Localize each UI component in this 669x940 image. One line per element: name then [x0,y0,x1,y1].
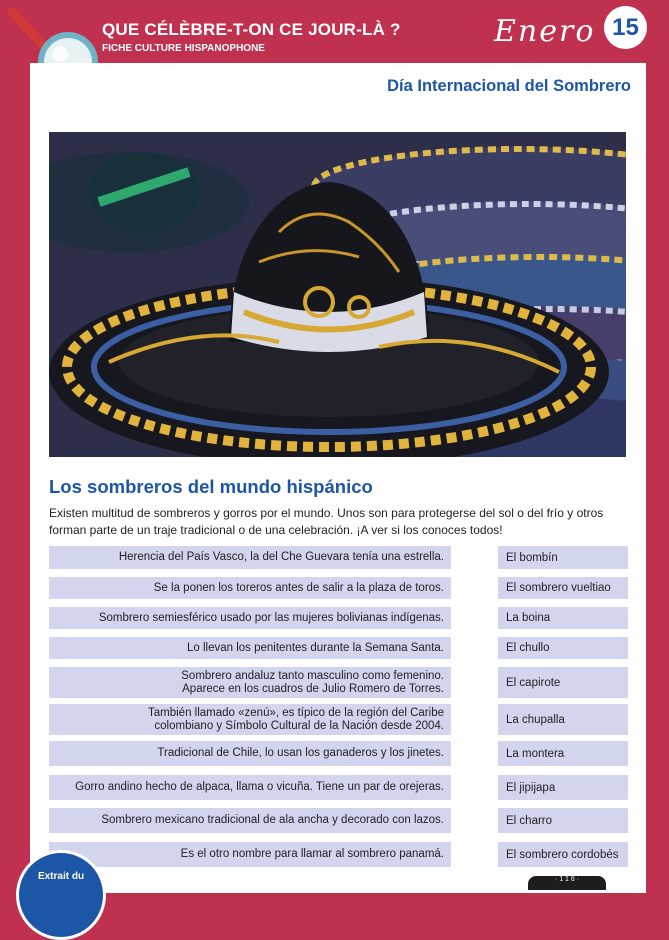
answer-cell: El charro [498,808,628,833]
definition-cell: Gorro andino hecho de alpaca, llama o vicuña. Tiene un par de orejeras. [49,775,451,800]
month-text: Enero [494,14,596,49]
header-title: QUE CÉLÈBRE-T-ON CE JOUR-LÀ ? [102,20,401,39]
header-subtitle: FICHE CULTURE HISPANOPHONE [102,43,265,54]
match-row [49,704,628,735]
content-card [30,63,646,893]
match-row [49,842,628,867]
answer-cell: El capirote [498,667,628,698]
answer-cell: La boina [498,607,628,629]
answer-cell: La chupalla [498,704,628,735]
match-row [49,546,628,569]
match-row [49,607,628,629]
definition-cell: Se la ponen los toreros antes de salir a la plaza de toros. [49,577,451,599]
match-row [49,775,628,800]
match-row [49,577,628,599]
match-row [49,808,628,833]
match-row [49,741,628,766]
answer-cell: El sombrero vueltiao [498,577,628,599]
extrait-badge: Extrait du [16,850,106,940]
answer-cell: El sombrero cordobés [498,842,628,867]
intro-paragraph: Existen multitud de sombreros y gorros por el mundo. Unos son para protegerse del sol o del frío y otros forman parte de un traje tradicional o de una celebración. ¡A ver si los conoces todos! [49,506,604,537]
definition-cell: Lo llevan los penitentes durante la Semana Santa. [49,637,451,659]
definition-cell: Es el otro nombre para llamar al sombrero panamá. [49,842,451,867]
answer-cell: El jipijapa [498,775,628,800]
page-corner-badge: · 1 1 6 · [528,876,606,890]
definition-cell: Sombrero semiesférico usado por las mujeres bolivianas indígenas. [49,607,451,629]
answer-cell: La montera [498,741,628,766]
definition-cell: Sombrero mexicano tradicional de ala ancha y decorado con lazos. [49,808,451,833]
sombrero-photo [49,132,626,457]
day-badge: 15 [604,6,647,49]
definition-cell: También llamado «zenú», es típico de la región del Caribe colombiano y Símbolo Cultural de la Nación desde 2004. [49,704,451,735]
day-title: Día Internacional del Sombrero [387,77,631,95]
definition-cell: Tradicional de Chile, lo usan los ganaderos y los jinetes. [49,741,451,766]
definition-cell: Sombrero andaluz tanto masculino como femenino. Aparece en los cuadros de Julio Romero de Torres. [49,667,451,698]
answer-cell: El bombín [498,546,628,569]
month-label [494,10,598,54]
page-header [0,0,669,64]
match-row [49,637,628,659]
section-title: Los sombreros del mundo hispánico [49,476,373,497]
answer-cell: El chullo [498,637,628,659]
definition-cell: Herencia del País Vasco, la del Che Guevara tenía una estrella. [49,546,451,569]
match-row [49,667,628,698]
